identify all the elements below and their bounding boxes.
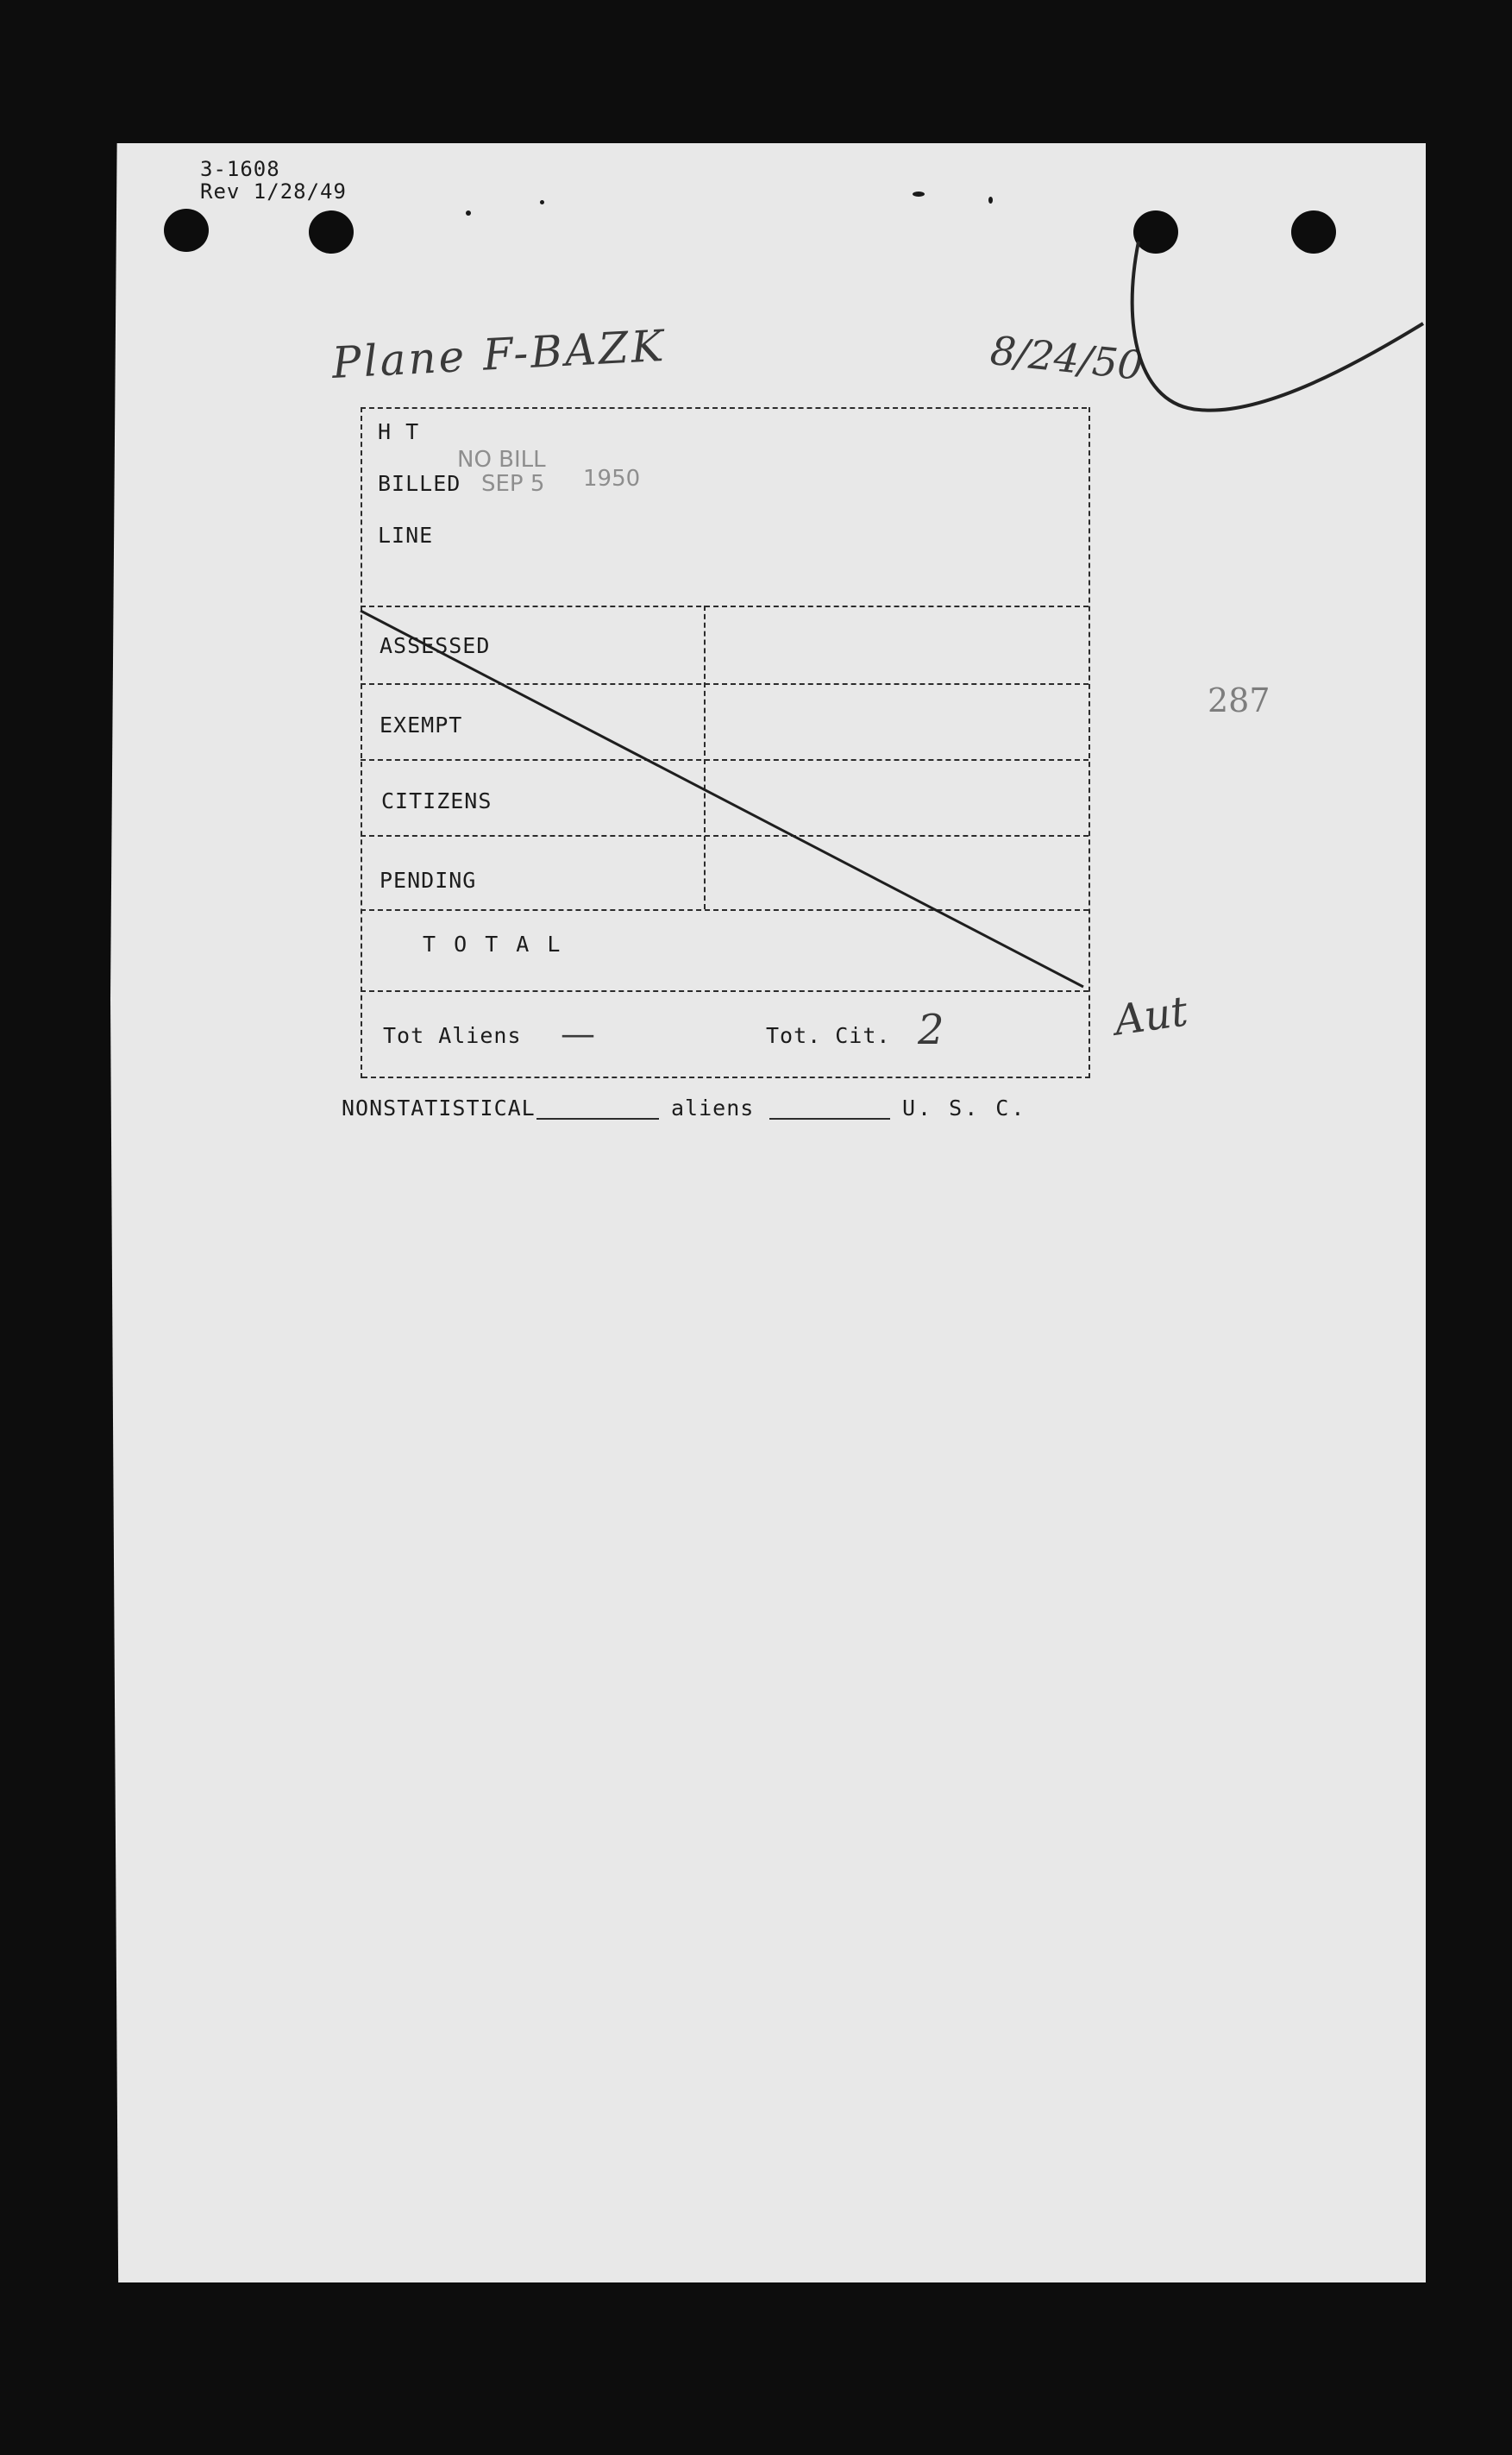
label-citizens: CITIZENS — [381, 788, 492, 813]
stamp-year: 1950 — [583, 466, 641, 492]
label-line: LINE — [378, 523, 434, 548]
label-billed: BILLED — [378, 471, 461, 496]
handwritten-name: Plane F-BAZK — [330, 320, 668, 388]
form-number: 3-1608 — [200, 157, 280, 181]
punch-hole — [309, 210, 354, 254]
label-usc: U. S. C. — [902, 1096, 1027, 1121]
blank-line — [536, 1118, 659, 1120]
form-revision: Rev 1/28/49 — [200, 179, 347, 204]
speck — [466, 210, 471, 216]
tot-aliens-value: — — [561, 1014, 595, 1054]
document-page — [110, 143, 1426, 2282]
page-number: 287 — [1208, 681, 1270, 719]
speck — [913, 192, 925, 197]
speck — [540, 200, 544, 204]
stamp-date: SEP 5 — [481, 471, 545, 497]
label-exempt: EXEMPT — [380, 713, 463, 738]
label-assessed: ASSESSED — [380, 633, 491, 658]
label-tot-aliens: Tot Aliens — [383, 1023, 522, 1048]
label-total: T O T A L — [423, 932, 563, 957]
wire-curve — [1121, 224, 1432, 423]
label-ht: H T — [378, 419, 420, 444]
diagonal-strike — [357, 607, 1092, 995]
speck — [988, 197, 993, 204]
tot-cit-value: 2 — [918, 1006, 944, 1054]
label-tot-cit: Tot. Cit. — [766, 1023, 891, 1048]
stamp-no-bill: NO BILL — [457, 447, 546, 473]
label-pending: PENDING — [380, 868, 477, 893]
blank-line — [769, 1118, 890, 1120]
punch-hole — [164, 209, 209, 252]
label-aliens: aliens — [671, 1096, 755, 1121]
table-border-top — [361, 407, 1087, 409]
handwritten-date: 8/24/50 — [988, 326, 1145, 390]
handwritten-note: Aut — [1111, 987, 1191, 1045]
table-border-bottom — [362, 1077, 1090, 1078]
label-nonstatistical: NONSTATISTICAL — [342, 1096, 536, 1121]
